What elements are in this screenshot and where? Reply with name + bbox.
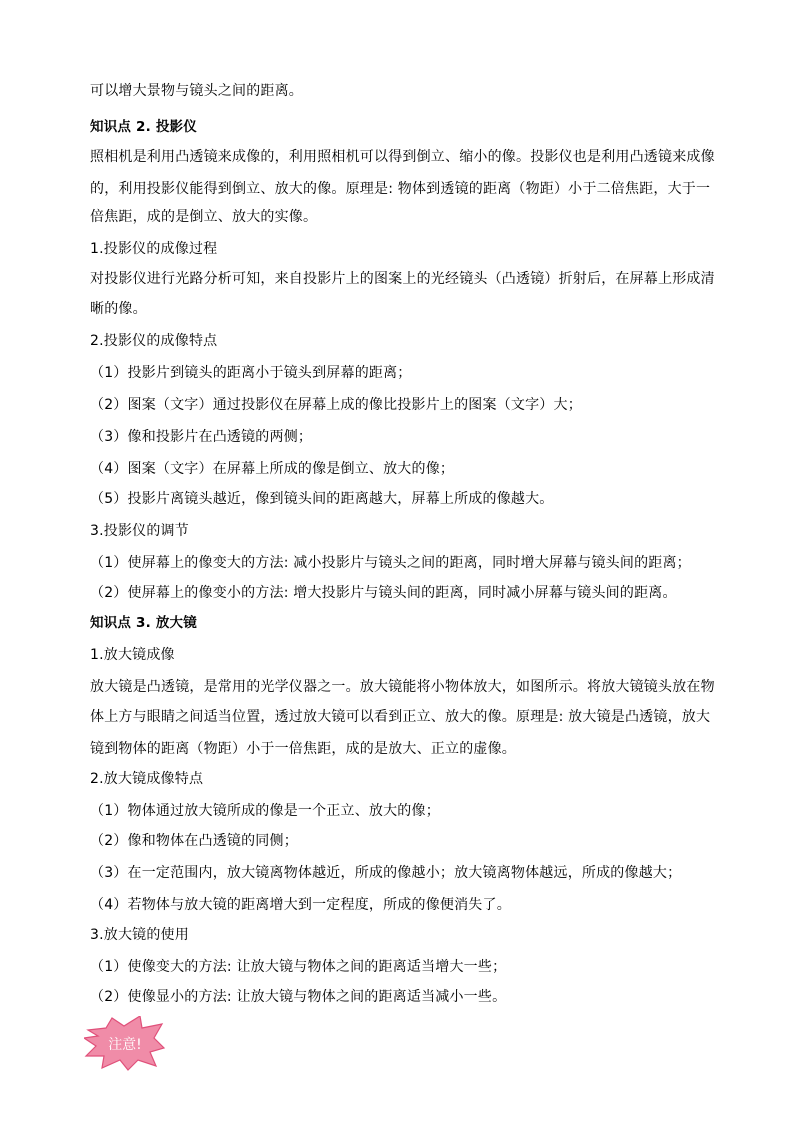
attention-label: 注意! (108, 1037, 142, 1053)
body-text: 放大镜是凸透镜，是常用的光学仪器之一。放大镜能将小物体放大，如图所示。将放大镜镜头放在物 (90, 679, 715, 695)
body-text: 的，利用投影仪能得到倒立、放大的像。原理是: 物体到透镜的距离（物距）小于二倍焦距，大于一 (90, 181, 711, 197)
section-heading: 知识点 2. 投影仪 (90, 119, 197, 135)
subheading: 2.投影仪的成像特点 (90, 333, 218, 349)
body-text: 倍焦距，成的是倒立、放大的实像。 (90, 209, 318, 225)
subheading: 1.投影仪的成像过程 (90, 241, 218, 257)
subheading: 3.放大镜的使用 (90, 927, 189, 943)
subheading: 1.放大镜成像 (90, 647, 175, 663)
attention-badge (84, 1016, 166, 1072)
section-heading: 知识点 3. 放大镜 (90, 615, 197, 631)
list-item: （1）使像变大的方法: 让放大镜与物体之间的距离适当增大一些； (90, 959, 507, 975)
body-text: 体上方与眼睛之间适当位置，透过放大镜可以看到正立、放大的像。原理是: 放大镜是凸透镜，放大 (90, 709, 711, 725)
list-item: （1）物体通过放大镜所成的像是一个正立、放大的像； (90, 803, 440, 819)
list-item: （4）若物体与放大镜的距离增大到一定程度，所成的像便消失了。 (90, 897, 511, 913)
list-item: （2）图案（文字）通过投影仪在屏幕上成的像比投影片上的图案（文字）大； (90, 397, 582, 413)
list-item: （1）投影片到镜头的距离小于镜头到屏幕的距离； (90, 365, 412, 381)
list-item: （2）使像显小的方法: 让放大镜与物体之间的距离适当减小一些。 (90, 989, 507, 1005)
list-item: （3）在一定范围内，放大镜离物体越近，所成的像越小；放大镜离物体越远，所成的像越大； (90, 865, 682, 881)
list-item: （2）使屏幕上的像变小的方法: 增大投影片与镜头间的距离，同时减小屏幕与镜头间的距离。 (90, 585, 677, 601)
list-item: （4）图案（文字）在屏幕上所成的像是倒立、放大的像； (90, 461, 455, 477)
list-item: （3）像和投影片在凸透镜的两侧； (90, 429, 313, 445)
list-item: （1）使屏幕上的像变大的方法: 减小投影片与镜头之间的距离，同时增大屏幕与镜头间的距离； (90, 555, 691, 571)
subheading: 3.投影仪的调节 (90, 523, 189, 539)
body-text: 可以增大景物与镜头之间的距离。 (90, 83, 303, 99)
subheading: 2.放大镜成像特点 (90, 771, 204, 787)
body-text: 晰的像。 (90, 301, 147, 317)
body-text: 照相机是利用凸透镜来成像的，利用照相机可以得到倒立、缩小的像。投影仪也是利用凸透镜来成像 (90, 149, 715, 165)
list-item: （5）投影片离镜头越近，像到镜头间的距离越大，屏幕上所成的像越大。 (90, 491, 554, 507)
body-text: 对投影仪进行光路分析可知，来自投影片上的图案上的光经镜头（凸透镜）折射后，在屏幕上形成清 (90, 271, 715, 287)
list-item: （2）像和物体在凸透镜的同侧； (90, 833, 298, 849)
body-text: 镜到物体的距离（物距）小于一倍焦距，成的是放大、正立的虚像。 (90, 741, 516, 757)
